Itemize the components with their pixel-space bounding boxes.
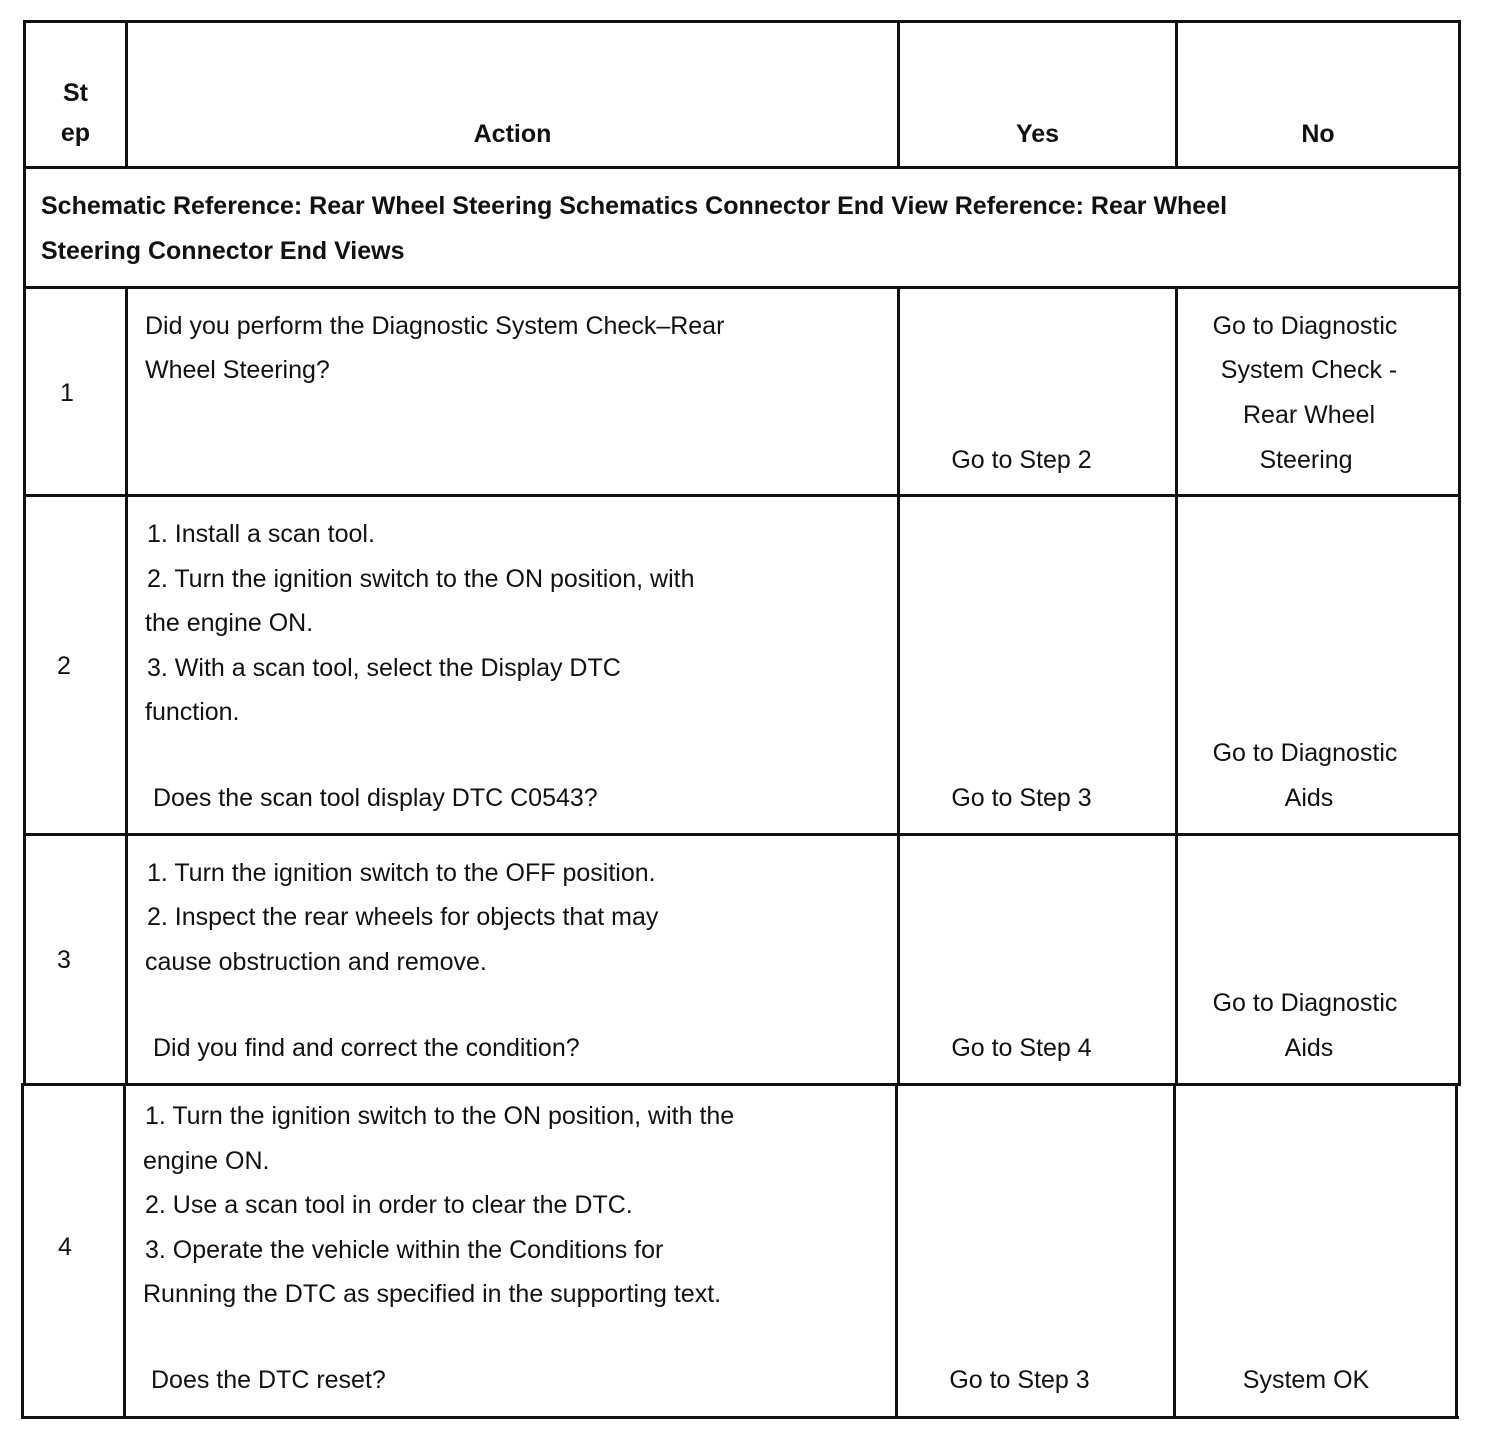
yes-result: Go to Step 2 (951, 446, 1092, 474)
no-result-line: Go to Diagnostic (1212, 739, 1398, 767)
action-line: Did you perform the Diagnostic System Check–Rear (145, 312, 725, 340)
header-yes: Yes (1015, 120, 1060, 148)
action-question: Did you find and correct the condition? (153, 1034, 580, 1062)
no-result-line: Go to Diagnostic (1212, 312, 1398, 340)
action-line: 2. Use a scan tool in order to clear the DTC. (145, 1191, 633, 1219)
action-line: 1. Install a scan tool. (147, 520, 375, 548)
reference-line-1: Schematic Reference: Rear Wheel Steering Schematics Connector End View Reference: Rear Wheel (41, 192, 1228, 220)
table-rule (23, 20, 1461, 23)
action-question: Does the DTC reset? (151, 1366, 386, 1394)
column-divider (125, 286, 128, 1085)
step-number: 3 (57, 946, 71, 974)
action-line: Running the DTC as specified in the supporting text. (143, 1280, 722, 1308)
header-action: Action (473, 120, 552, 148)
no-result-line: Aids (1284, 784, 1334, 812)
no-result-line: Steering (1259, 446, 1353, 474)
step-number: 1 (60, 379, 74, 407)
table-rule (23, 833, 1461, 836)
action-question: Does the scan tool display DTC C0543? (153, 784, 598, 812)
action-line: 2. Inspect the rear wheels for objects that may (147, 903, 659, 931)
action-line: cause obstruction and remove. (145, 948, 487, 976)
table-border-left (23, 20, 26, 1085)
table-rule (23, 286, 1461, 289)
table-rule (23, 494, 1461, 497)
table-rule (23, 1083, 1461, 1086)
no-result-line: System OK (1242, 1366, 1370, 1394)
action-line: 3. Operate the vehicle within the Conditions for (145, 1236, 664, 1264)
no-result-line: Aids (1284, 1034, 1334, 1062)
no-result-line: System Check - (1220, 356, 1398, 384)
yes-result: Go to Step 4 (951, 1034, 1092, 1062)
step-number: 2 (57, 652, 71, 680)
table-rule (23, 166, 1461, 169)
action-line: 2. Turn the ignition switch to the ON position, with (147, 565, 695, 593)
table-border-right (1458, 20, 1461, 1085)
action-line: function. (145, 698, 240, 726)
column-divider (897, 286, 900, 1085)
action-line: the engine ON. (145, 609, 314, 637)
action-line: 1. Turn the ignition switch to the OFF position. (147, 859, 656, 887)
reference-line-2: Steering Connector End Views (41, 237, 405, 265)
table-rule (21, 1416, 1459, 1419)
header-no: No (1301, 120, 1335, 148)
no-result-line: Rear Wheel (1243, 401, 1375, 429)
header-step: St ep (60, 79, 91, 147)
action-line: engine ON. (143, 1147, 270, 1175)
yes-result: Go to Step 3 (949, 1366, 1090, 1394)
action-line: 1. Turn the ignition switch to the ON position, with the (145, 1102, 735, 1130)
table-border-left (21, 1083, 24, 1419)
yes-result: Go to Step 3 (951, 784, 1092, 812)
table-border-right (1455, 1083, 1458, 1419)
column-divider (123, 1083, 126, 1419)
action-line: 3. With a scan tool, select the Display DTC (147, 654, 621, 682)
action-line: Wheel Steering? (145, 356, 330, 384)
step-number: 4 (58, 1233, 72, 1261)
no-result-line: Go to Diagnostic (1212, 989, 1398, 1017)
